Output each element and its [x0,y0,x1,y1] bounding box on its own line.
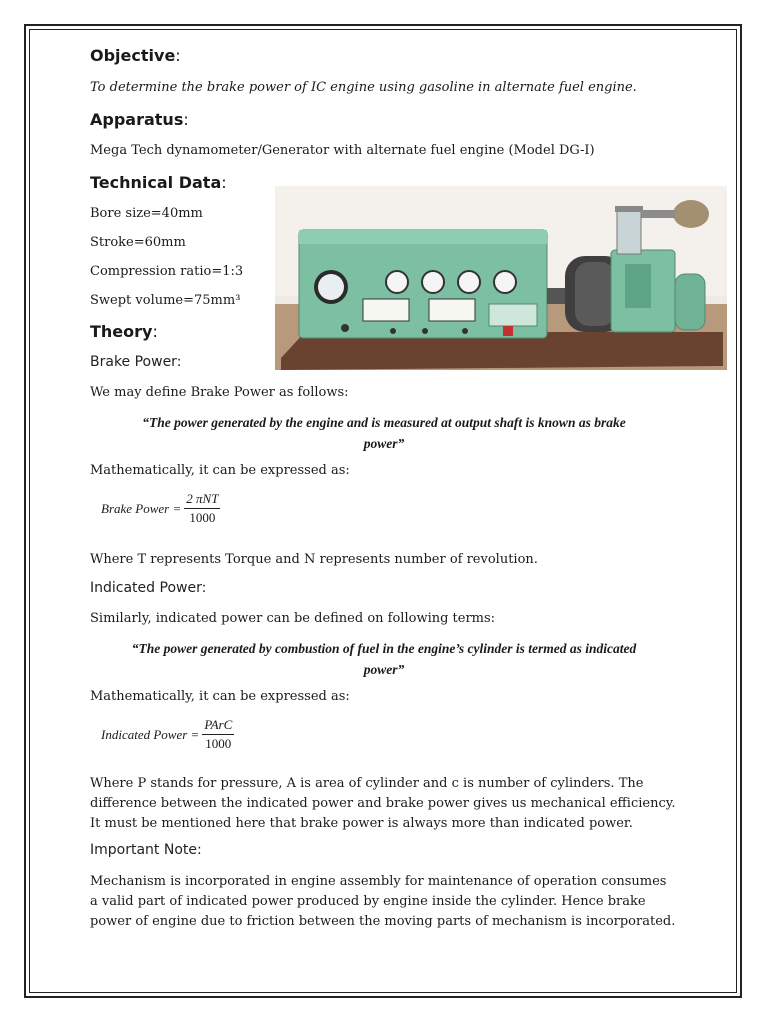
brake-power-definition [90,412,678,454]
indicated-power-where-line2: difference between the indicated power and brake power gives us mechanical efficiency. [90,796,676,811]
tech-item-stroke: Stroke=60mm [90,235,186,250]
indicated-power-definition [90,638,678,680]
indicated-power-formula [101,717,234,752]
tech-item-swept-volume: Swept volume=75mm³ [90,293,241,308]
important-note-line3: power of engine due to friction between the moving parts of mechanism is incorporated. [90,914,676,929]
brake-power-quote-line1: “The power generated by the engine and is measured at output shaft is known as brake [142,415,626,430]
technical-data-heading: Technical Data: [90,173,227,192]
indicated-power-formula-numerator: PArC [202,717,234,735]
engine-photo [275,186,727,370]
brake-power-formula [101,491,220,526]
important-note-text [90,872,675,932]
brake-power-formula-numerator: 2 πNT [184,491,220,509]
objective-text: To determine the brake power of IC engine using gasoline in alternate fuel engine. [90,80,637,95]
brake-power-formula-fraction [184,491,220,526]
indicated-power-where [90,774,675,834]
indicated-power-where-line1: Where P stands for pressure, A is area of cylinder and c is number of cylinders. The [90,776,644,791]
brake-power-formula-lhs: Brake Power = [101,500,182,516]
indicated-power-formula-fraction [202,717,234,752]
brake-power-subheading: Brake Power: [90,354,182,370]
brake-power-where: Where T represents Torque and N represents number of revolution. [90,552,538,567]
indicated-power-quote-line1: “The power generated by combustion of fuel in the engine’s cylinder is termed as indicated [131,641,637,656]
tech-item-bore: Bore size=40mm [90,206,203,221]
objective-heading: Objective: [90,46,181,65]
indicated-power-formula-lhs: Indicated Power = [101,726,200,742]
apparatus-text: Mega Tech dynamometer/Generator with alternate fuel engine (Model DG-I) [90,143,595,158]
brake-power-quote-line2: power” [363,436,405,451]
important-note-line2: a valid part of indicated power produced by engine inside the cylinder. Hence brake [90,894,646,909]
brake-power-formula-denominator: 1000 [189,510,216,525]
important-note-line1: Mechanism is incorporated in engine assembly for maintenance of operation consumes [90,874,667,889]
apparatus-heading: Apparatus: [90,110,189,129]
indicated-power-intro: Similarly, indicated power can be defined on following terms: [90,611,496,626]
important-note-subheading: Important Note: [90,842,202,858]
brake-power-math-intro: Mathematically, it can be expressed as: [90,463,350,478]
indicated-power-quote-line2: power” [363,662,405,677]
indicated-power-where-line3: It must be mentioned here that brake power is always more than indicated power. [90,816,633,831]
theory-heading: Theory: [90,322,158,341]
indicated-power-subheading: Indicated Power: [90,580,207,596]
indicated-power-math-intro: Mathematically, it can be expressed as: [90,689,350,704]
indicated-power-formula-denominator: 1000 [205,736,232,751]
brake-power-intro: We may define Brake Power as follows: [90,385,349,400]
tech-item-compression: Compression ratio=1:3 [90,264,244,279]
